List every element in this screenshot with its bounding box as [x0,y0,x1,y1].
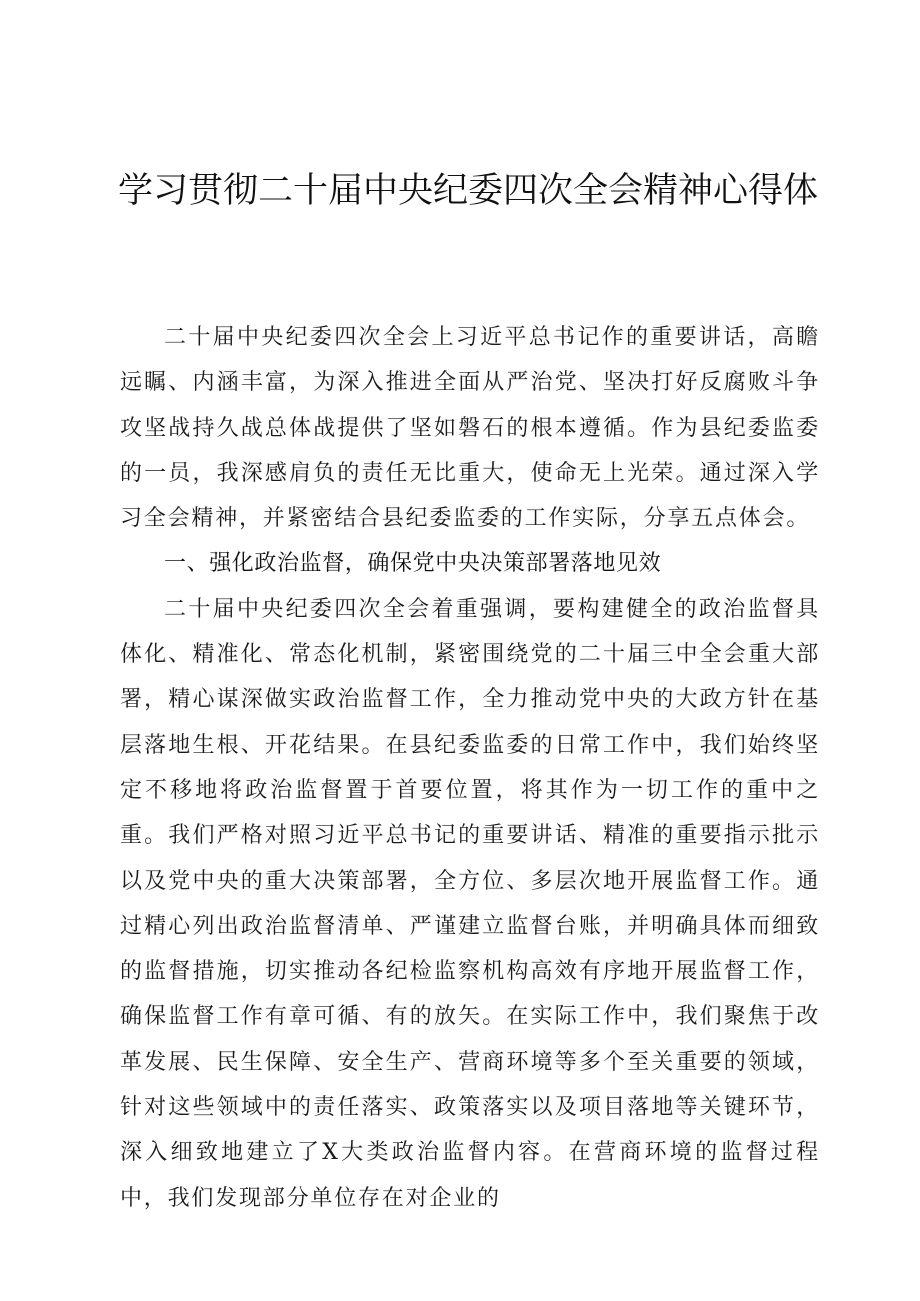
document-body [120,315,820,1221]
section-1-heading: 一、强化政治监督，确保党中央决策部署落地见效 [164,551,662,577]
document-title: 学习贯彻二十届中央纪委四次全会精神心得体 [118,171,819,211]
intro-paragraph: 二十届中央纪委四次全会上习近平总书记作的重要讲话，高瞻远瞩、内涵丰富，为深入推进全面从严治党、坚决打好反腐败斗争攻坚战持久战总体战提供了坚如磐石的根本遵循。作为县纪委监委的一员，我深感肩负的责任无比重大，使命无上光荣。通过深入学习全会精神，并紧密结合县纪委监委的工作实际，分享五点体会。 [120,325,820,532]
section-1-paragraph: 二十届中央纪委四次全会着重强调，要构建健全的政治监督具体化、精准化、常态化机制，紧密围绕党的二十届三中全会重大部署，精心谋深做实政治监督工作，全力推动党中央的大政方针在基层落地生根、开花结果。在县纪委监委的日常工作中，我们始终坚定不移地将政治监督置于首要位置，将其作为一切工作的重中之重。我们严格对照习近平总书记的重要讲话、精准的重要指示批示以及党中央的重大决策部署，全方位、多层次地开展监督工作。通过精心列出政治监督清单、严谨建立监督台账，并明确具体而细致的监督措施，切实推动各纪检监察机构高效有序地开展监督工作，确保监督工作有章可循、有的放矢。在实际工作中，我们聚焦于改革发展、民生保障、安全生产、营商环境等多个至关重要的领域，针对这些领域中的责任落实、政策落实以及项目落地等关键环节，深入细致地建立了X大类政治监督内容。在营商环境的监督过程中，我们发现部分单位存在对企业的 [120,596,820,1211]
